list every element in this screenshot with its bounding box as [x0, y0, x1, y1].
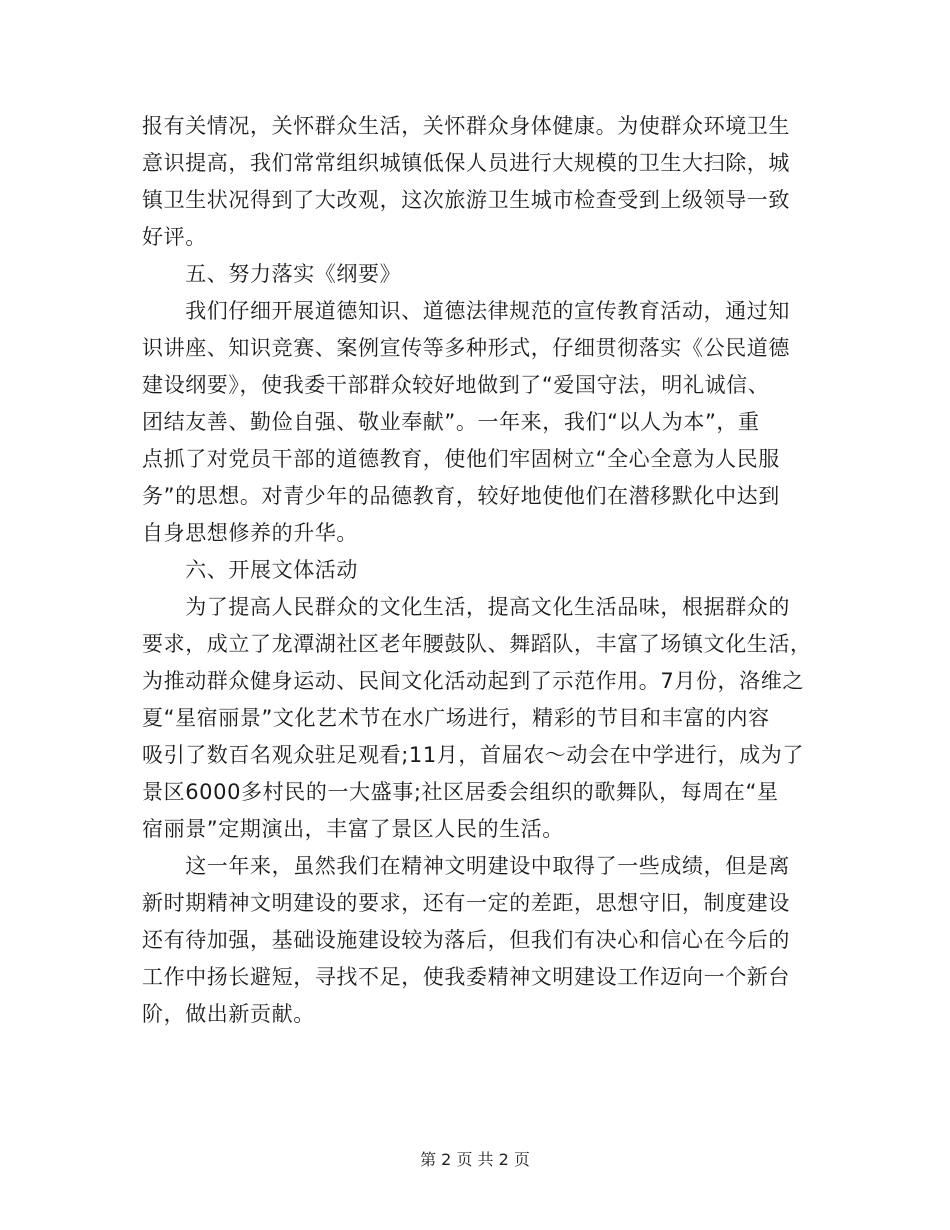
text-line: 为了提高人民群众的文化生活，提高文化生活品味，根据群众的: [142, 595, 790, 619]
text-line: 务”的思想。对青少年的品德教育，较好地使他们在潜移默化中达到: [142, 484, 780, 508]
section-heading: 五、努力落实《纲要》: [142, 262, 402, 286]
text-line: 宿丽景”定期演出，丰富了景区人民的生活。: [142, 817, 564, 841]
text-line: 自身思想修养的升华。: [142, 521, 358, 545]
text-line: 工作中扬长避短，寻找不足，使我委精神文明建设工作迈向一个新台: [142, 965, 790, 989]
text-line: 这一年来，虽然我们在精神文明建设中取得了一些成绩，但是离: [142, 854, 790, 878]
text-line: 景区6000多村民的一大盛事;社区居委会组织的歌舞队，每周在“星: [142, 780, 779, 804]
text-line: 夏“星宿丽景”文化艺术节在水广场进行，精彩的节目和丰富的内容: [142, 706, 770, 730]
text-line: 好评。: [142, 225, 207, 249]
text-line: 阶，做出新贡献。: [142, 1002, 315, 1026]
text-line: 吸引了数百名观众驻足观看;11月，首届农～动会在中学进行，成为了: [142, 743, 804, 767]
text-line: 我们仔细开展道德知识、道德法律规范的宣传教育活动，通过知: [142, 299, 790, 323]
text-line: 意识提高，我们常常组织城镇低保人员进行大规模的卫生大扫除，城: [142, 151, 790, 175]
text-line: 点抓了对党员干部的道德教育，使他们牢固树立“全心全意为人民服: [142, 447, 780, 471]
text-line: 镇卫生状况得到了大改观，这次旅游卫生城市检查受到上级领导一致: [142, 188, 790, 212]
section-heading: 六、开展文体活动: [142, 558, 358, 582]
text-line: 新时期精神文明建设的要求，还有一定的差距，思想守旧，制度建设: [142, 891, 790, 915]
text-line: 报有关情况，关怀群众生活，关怀群众身体健康。为使群众环境卫生: [142, 114, 790, 138]
document-body: [142, 108, 812, 1033]
text-line: 要求，成立了龙潭湖社区老年腰鼓队、舞蹈队，丰富了场镇文化生活，: [142, 632, 812, 656]
text-line: 还有待加强，基础设施建设较为落后，但我们有决心和信心在今后的: [142, 928, 790, 952]
text-line: 识讲座、知识竞赛、案例宣传等多种形式，仔细贯彻落实《公民道德: [142, 336, 790, 360]
text-line: 为推动群众健身运动、民间文化活动起到了示范作用。7月份，洛维之: [142, 669, 804, 693]
page-footer: 第 2 页 共 2 页: [420, 1150, 530, 1169]
text-line: 建设纲要》，使我委干部群众较好地做到了“爱国守法，明礼诚信、: [142, 373, 770, 397]
text-line: 团结友善、勤俭自强、敬业奉献”。一年来，我们“以人为本”，重: [142, 410, 760, 434]
